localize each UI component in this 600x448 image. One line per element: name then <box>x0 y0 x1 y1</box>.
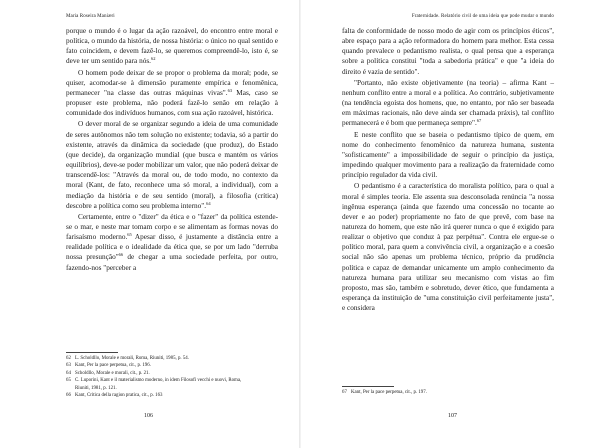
footnote <box>66 370 278 377</box>
left-running-head: Maria Roseira Maniæri <box>66 14 115 19</box>
paragraph-text: O pedantismo é a característica do moralista político, para o qual a moral é simples teoria. Ele assenta sua desconsolada renúncia "a nossa ingênua esperança (ainda que fazendo uma concessão no tocante ao dever e ao poder) propriamente no fato de que prevê, com base na natureza do homem, que este não irá querer nunca o que é exigido para realizar o objetivo que conduz à paz perpétua". Contra ele ergue-se o político moral, para quem a convivência civil, a organização e a coesão social não são apenas um problema técnico, próprio da prudência política e capaz de demandar unicamente um amplo conhecimento da natureza humana para utilizar seu mecanismo com vistas ao fim proposto, mas são, também e sobretudo, dever ético, que fundamenta a esperança da instituição de "uma constituição civil perfeitamente justa", e considera <box>342 182 554 313</box>
footnote-number: 66 <box>66 393 71 399</box>
right-page-number: 107 <box>448 413 457 419</box>
footnote-text: Kant, Per la pace perpetua, cit., p. 196. <box>75 363 151 369</box>
footnote <box>66 392 278 399</box>
paragraph-text: falta de conformidade de nosso modo de agir com os princípios éticos", abre espaço para a ação reformadora do homem para melhor. Esta cessa quando prevalece o pedantismo realista, o qual pensa que a esperança sobre a política constitui "toda a sabedoria prática" e que "a ideia do direito é vazia de sentido". <box>342 27 554 76</box>
left-page-number: 106 <box>144 413 153 419</box>
right-paragraph-2 <box>342 78 554 129</box>
right-footnotes <box>342 389 554 396</box>
footnote-number: 64 <box>66 370 71 376</box>
paragraph-text: de chegar a uma sociedade perfeita, por outro, fazendo-nos "perceber a <box>66 253 278 272</box>
footnote-number: 67 <box>342 390 347 395</box>
footnote-ref: 66 <box>118 252 124 258</box>
footnote-divider <box>342 386 394 387</box>
right-body-text <box>342 26 554 313</box>
paragraph-text: O homem pode deixar de se propor o problema da moral; pode, se quiser, acomodar-se à dimensão puramente empírica e fenomênica, permanecer "na classe das outras máquinas vivas". <box>66 68 278 97</box>
footnote <box>66 362 278 369</box>
paragraph-text: "Portanto, não existe objetivamente (na teoria) – afirma Kant – nenhum conflito entre a moral e a política. Ao contrário, subjetivamente (na tendência egoísta dos homens, que, no entanto, por não ser baseada em máximas racionais, não deve ainda ser chamada práxis), tal conflito permanecerá e é bom que permaneça sempre". <box>342 78 554 128</box>
footnote-text: L. Scholdllo, Morale e morali, Roma, Riuniti, 1985, p. 54. <box>75 356 189 361</box>
footnote-text: Riuniti, 1981, p. 121. <box>75 385 117 391</box>
right-paragraph-3 <box>342 130 554 181</box>
footnote-ref: 65 <box>127 232 132 238</box>
left-paragraph-2 <box>66 68 278 119</box>
paragraph-text: E neste conflito que se baseia o pedantismo típico de quem, em nome do conhecimento fenomênico da natureza humana, sustenta "sofisticamente" a impossibilidade de seguir o princípio da justiça, impedindo qualquer movimento para a realização da fraternidade como princípio regulador da vida civil. <box>342 130 554 180</box>
left-footnotes <box>66 355 278 399</box>
footnote <box>66 355 278 362</box>
footnote-ref: 62 <box>150 56 156 62</box>
left-body-text <box>66 26 278 273</box>
footnote-text: Kant, Per la pace perpetua, cit., p. 197. <box>351 390 427 395</box>
footnote-text: C. Luporini, Kant e il materialismo moderno, in idem Filosofi vecchi e nuovi, Roma, <box>75 378 242 384</box>
footnote-divider <box>66 352 118 353</box>
footnote-ref: 63 <box>227 87 233 93</box>
paragraph-text: Apesar disso, é justamente a distância entre a realidade política e o idealidade da ética que, se por um lado "derruba nossa presunção" <box>66 233 278 262</box>
footnote-text: Kant, Critica della ragion pratica, cit., p. 163 <box>75 393 163 399</box>
right-paragraph-4 <box>342 181 554 313</box>
left-paragraph-1 <box>66 26 278 67</box>
footnote-ref: 64 <box>206 200 211 206</box>
paragraph-text: porque o mundo é o lugar da ação razoável, do encontro entre moral e política, o mundo da história, de nossa história: o único no qual sentido e fato coincidem, e devem fazê-lo, se queremos compreendê-lo, isto é, se deve ter um sentido para nós. <box>66 27 278 66</box>
paragraph-text: O dever moral de se organizar segundo a ideia de uma comunidade de seres autônomos não tem solução no existente; todavia, só a partir do existente, através da dinâmica da sociedade (que produz), do Estado (que decide), da organização mundial (que busca e mantém os vários equilíbrios), deve-se poder mobilizar um valor, que não poderá deixar de transcendê-los: "Através da moral ou, de todo modo, no contexto da moral (Kant, de fato, reconhece uma só moral, a individual), com a mediação da história e de seu sentido (moral), a filosofia (crítica) descobre a política como seu problema interno". <box>66 120 278 210</box>
right-paragraph-1 <box>342 26 554 77</box>
footnote-text: Scholdllo, Morale e morali, cit., p. 21. <box>75 370 150 376</box>
paragraph-text: Certamente, entre o "dizer" da ética e o "fazer" da política estende-se o mar, e neste mar tomam corpo e se alimentam as formas novas do farisaísmo moderno. <box>66 212 278 242</box>
footnote-number: 62 <box>66 356 71 361</box>
footnote <box>342 389 554 396</box>
footnote-number: 65 <box>66 378 71 384</box>
footnote-number: 63 <box>66 363 71 369</box>
right-page <box>300 0 600 448</box>
left-paragraph-3 <box>66 119 278 210</box>
footnote <box>66 377 278 384</box>
paragraph-text: Mas, caso se propuser este problema, não poderá fazê-lo senão em relação à comunidade dos indivíduos humanos, com sua ação razoável, histórica. <box>66 88 278 118</box>
footnote-ref: 67 <box>476 118 482 124</box>
left-paragraph-4 <box>66 212 278 273</box>
right-running-head: Fraternidade. Relatório civil de uma ideia que pode mudar o mundo <box>411 14 554 19</box>
footnote <box>66 385 278 392</box>
